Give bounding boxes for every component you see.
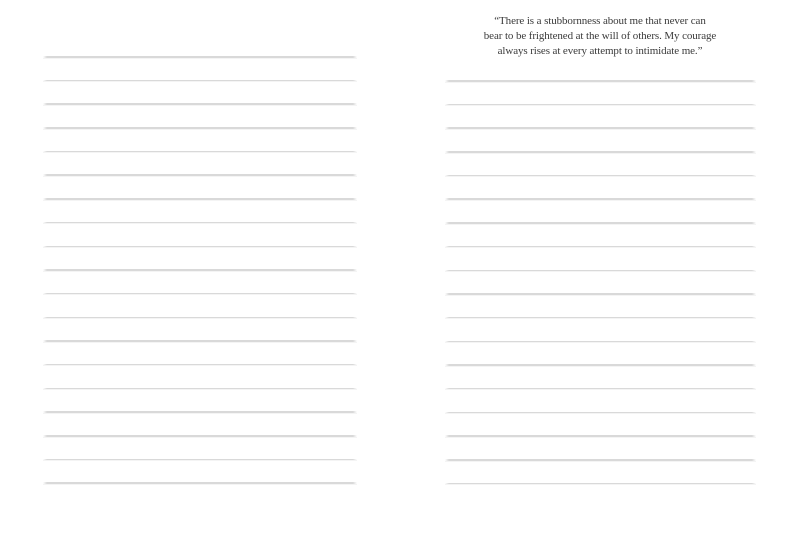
ruled-line <box>445 412 756 414</box>
ruled-line <box>445 104 756 106</box>
ruled-line <box>445 175 756 177</box>
ruled-line <box>445 198 756 200</box>
quote-line-1: “There is a stubbornness about me that never can <box>494 15 706 27</box>
ruled-line <box>43 151 357 153</box>
ruled-line <box>445 388 756 390</box>
ruled-line <box>43 411 357 413</box>
ruled-line <box>43 56 357 58</box>
ruled-line <box>445 435 756 437</box>
left-page-ruled-lines <box>43 56 357 484</box>
ruled-line <box>43 459 357 461</box>
ruled-line <box>43 388 357 390</box>
ruled-line <box>445 459 756 461</box>
ruled-line <box>445 151 756 153</box>
ruled-line <box>43 317 357 319</box>
ruled-line <box>43 293 357 295</box>
ruled-line <box>43 103 357 105</box>
quote-block <box>400 14 800 59</box>
ruled-line <box>43 174 357 176</box>
ruled-line <box>43 340 357 342</box>
ruled-line <box>43 269 357 271</box>
ruled-line <box>43 364 357 366</box>
right-page <box>400 0 800 542</box>
ruled-line <box>445 317 756 319</box>
ruled-line <box>43 80 357 82</box>
ruled-line <box>43 127 357 129</box>
ruled-line <box>445 483 756 485</box>
ruled-line <box>445 222 756 224</box>
ruled-line <box>43 222 357 224</box>
ruled-line <box>43 246 357 248</box>
ruled-line <box>43 198 357 200</box>
ruled-line <box>445 293 756 295</box>
quote-line-2: bear to be frightened at the will of others. My courage <box>483 30 717 42</box>
ruled-line <box>445 127 756 129</box>
quote-line-3: always rises at every attempt to intimidate me.” <box>497 45 703 57</box>
ruled-line <box>43 435 357 437</box>
ruled-line <box>445 341 756 343</box>
ruled-line <box>445 364 756 366</box>
ruled-line <box>445 246 756 248</box>
right-page-ruled-lines <box>445 80 756 484</box>
ruled-line <box>43 482 357 484</box>
ruled-line <box>445 270 756 272</box>
ruled-line <box>445 80 756 82</box>
